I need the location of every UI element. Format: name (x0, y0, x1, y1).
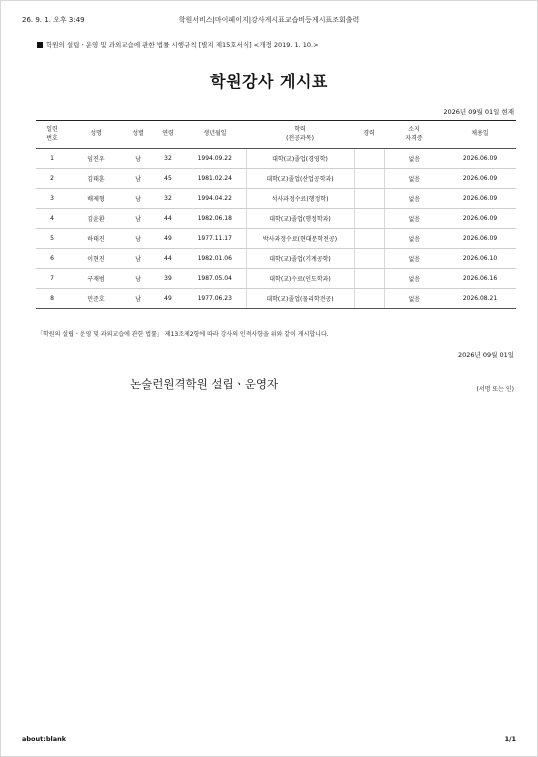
cell-career (354, 189, 384, 209)
cell-subject: 없음 (384, 209, 444, 229)
cell-birth: 1987.05.04 (184, 269, 246, 289)
cell-gender: 남 (124, 229, 152, 249)
print-footer-page: 1/1 (504, 735, 516, 743)
cell-gender: 남 (124, 249, 152, 269)
cell-gender: 남 (124, 269, 152, 289)
cell-education: 대학(교)졸업(행정학과) (246, 209, 354, 229)
cell-age: 49 (152, 289, 184, 309)
cell-career (354, 169, 384, 189)
cell-birth: 1982.01.06 (184, 249, 246, 269)
signature-label: (서명 또는 인) (476, 386, 514, 393)
table-row (36, 209, 516, 229)
cell-no: 8 (36, 289, 68, 309)
table-row (36, 269, 516, 289)
cell-education: 대학(교)졸업(경영학) (246, 149, 354, 169)
cell-subject: 없음 (384, 249, 444, 269)
cell-no: 6 (36, 249, 68, 269)
cell-hire: 2026.06.09 (444, 189, 516, 209)
cell-name: 김윤환 (68, 209, 124, 229)
cell-hire: 2026.06.09 (444, 149, 516, 169)
regulation-text: 학원의 설립ㆍ운영 및 과외교습에 관한 법률 시행규칙 [별지 제15호서식] <개정 2019. 1. 10.> (46, 41, 319, 49)
cell-name: 임진우 (68, 149, 124, 169)
cell-age: 32 (152, 189, 184, 209)
header-gender: 성별 (124, 121, 152, 149)
cell-career (354, 149, 384, 169)
cell-name: 하태진 (68, 229, 124, 249)
header-birth: 생년월일 (184, 121, 246, 149)
table-row (36, 149, 516, 169)
cell-education: 대학(교)졸업(물리학전공) (246, 289, 354, 309)
cell-birth: 1981.02.24 (184, 169, 246, 189)
table-row (36, 169, 516, 189)
cell-subject: 없음 (384, 149, 444, 169)
header-hire: 채용일 (444, 121, 516, 149)
cell-subject: 없음 (384, 229, 444, 249)
cell-subject: 없음 (384, 289, 444, 309)
cell-career (354, 269, 384, 289)
cell-hire: 2026.06.09 (444, 209, 516, 229)
cell-birth: 1977.11.17 (184, 229, 246, 249)
print-header (22, 15, 516, 27)
cell-gender: 남 (124, 169, 152, 189)
cell-name: 배제형 (68, 189, 124, 209)
cell-no: 2 (36, 169, 68, 189)
print-title: 학원서비스|마이페이지|강사게시표교습비등게시표조회출력 (178, 16, 360, 24)
cell-gender: 남 (124, 189, 152, 209)
cell-education: 석사과정수료(행정학) (246, 189, 354, 209)
cell-age: 44 (152, 249, 184, 269)
cell-birth: 1994.04.22 (184, 189, 246, 209)
cell-no: 3 (36, 189, 68, 209)
table-row (36, 289, 516, 309)
print-timestamp: 26. 9. 1. 오후 3:49 (22, 16, 85, 24)
cell-career (354, 209, 384, 229)
cell-gender: 남 (124, 289, 152, 309)
header-education: 학력 (전공과목) (246, 121, 354, 149)
header-name: 성명 (68, 121, 124, 149)
header-subject: 소지 자격증 (384, 121, 444, 149)
cell-education: 박사과정수료(현대문학전공) (246, 229, 354, 249)
table-row (36, 189, 516, 209)
print-footer-url: about:blank (22, 735, 67, 743)
operator-name: 논술런원격학원 설립ㆍ운영자 (130, 377, 279, 391)
table-header-row (36, 121, 516, 149)
cell-career (354, 249, 384, 269)
cell-age: 44 (152, 209, 184, 229)
cell-hire: 2026.06.09 (444, 169, 516, 189)
cell-hire: 2026.06.16 (444, 269, 516, 289)
cell-hire: 2026.06.10 (444, 249, 516, 269)
cell-gender: 남 (124, 209, 152, 229)
cell-name: 이현진 (68, 249, 124, 269)
as-of-date: 2026년 09월 01일 현재 (443, 108, 514, 116)
cell-education: 대학(교)수료(인도학과) (246, 269, 354, 289)
header-career: 경력 (354, 121, 384, 149)
instructor-table (36, 120, 516, 309)
cell-no: 4 (36, 209, 68, 229)
cell-hire: 2026.06.09 (444, 229, 516, 249)
legal-notice: 「학원의 설립ㆍ운영 및 과외교습에 관한 법률」 제13조제2항에 따라 강사의 인적사항을 위와 같이 게시합니다. (37, 331, 329, 338)
cell-subject: 없음 (384, 189, 444, 209)
cell-career (354, 229, 384, 249)
cell-education: 대학(교)졸업(기계공학) (246, 249, 354, 269)
posting-date: 2026년 09월 01일 (457, 351, 514, 359)
cell-birth: 1977.06.23 (184, 289, 246, 309)
cell-hire: 2026.08.21 (444, 289, 516, 309)
header-age: 연령 (152, 121, 184, 149)
square-bullet-icon (37, 42, 43, 48)
cell-no: 1 (36, 149, 68, 169)
cell-age: 45 (152, 169, 184, 189)
cell-no: 7 (36, 269, 68, 289)
document-title: 학원강사 게시표 (210, 72, 328, 91)
regulation-reference (37, 40, 319, 49)
cell-subject: 없음 (384, 169, 444, 189)
header-no: 일련 번호 (36, 121, 68, 149)
cell-gender: 남 (124, 149, 152, 169)
cell-career (354, 289, 384, 309)
cell-age: 32 (152, 149, 184, 169)
table-row (36, 249, 516, 269)
cell-education: 대학(교)졸업(산업공학과) (246, 169, 354, 189)
cell-birth: 1994.09.22 (184, 149, 246, 169)
cell-age: 49 (152, 229, 184, 249)
cell-birth: 1982.06.18 (184, 209, 246, 229)
cell-age: 39 (152, 269, 184, 289)
cell-no: 5 (36, 229, 68, 249)
table-row (36, 229, 516, 249)
cell-subject: 없음 (384, 269, 444, 289)
cell-name: 구재범 (68, 269, 124, 289)
cell-name: 김태훈 (68, 169, 124, 189)
cell-name: 민준호 (68, 289, 124, 309)
